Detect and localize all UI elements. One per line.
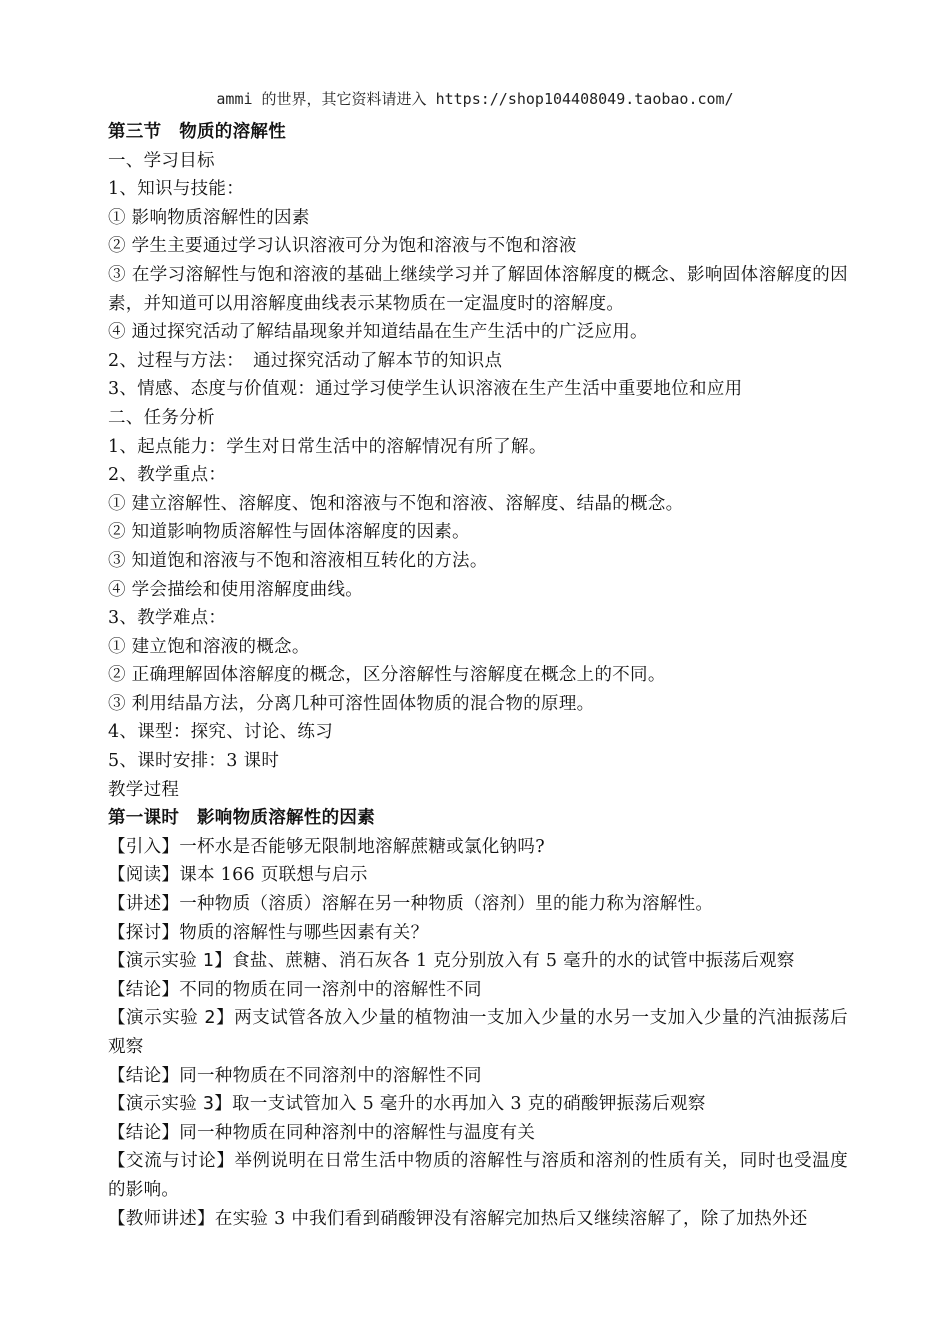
difficult-point-item: ③ 利用结晶方法，分离几种可溶性固体物质的混合物的原理。 (108, 693, 595, 714)
lesson-step (108, 1147, 848, 1204)
lesson-hours: 5、课时安排：3 课时 (108, 751, 280, 772)
step-tag: 【结论】 (108, 1122, 180, 1143)
emotion-values: 3、情感、态度与价值观：通过学习使学生认识溶液在生产生活中重要地位和应用 (108, 379, 743, 400)
step-text: 举例说明在日常生活中物质的溶解性与溶质和溶剂的性质有关，同时也受温度的影响。 (108, 1151, 848, 1200)
lesson-step (108, 919, 848, 948)
step-text: 两支试管各放入少量的植物油一支加入少量的水另一支加入少量的汽油振荡后观察 (108, 1008, 848, 1057)
lesson-step (108, 1119, 848, 1148)
knowledge-heading: 1、知识与技能： (108, 179, 245, 200)
step-tag: 【引入】 (108, 836, 180, 857)
step-tag: 【演示实验 2】 (108, 1008, 235, 1029)
step-tag: 【演示实验 1】 (108, 951, 233, 972)
starting-ability: 1、起点能力：学生对日常生活中的溶解情况有所了解。 (108, 436, 547, 457)
document-body (108, 118, 848, 1233)
objective-item: ③ 在学习溶解性与饱和溶液的基础上继续学习并了解固体溶解度的概念、影响固体溶解度的因素，并知道可以用溶解度曲线表示某物质在一定温度时的溶解度。 (108, 264, 848, 314)
difficult-points-heading: 3、教学难点： (108, 608, 227, 629)
page-header-watermark: ammi 的世界，其它资料请进入 https://shop104408049.taobao.com/ (216, 90, 734, 108)
objective-item: ② 学生主要通过学习认识溶液可分为饱和溶液与不饱和溶液 (108, 236, 577, 257)
step-tag: 【演示实验 3】 (108, 1094, 233, 1115)
step-tag: 【教师讲述】 (108, 1208, 215, 1229)
key-point-item: ② 知道影响物质溶解性与固体溶解度的因素。 (108, 522, 470, 543)
step-text: 同一种物质在不同溶剂中的溶解性不同 (179, 1065, 482, 1086)
step-text: 在实验 3 中我们看到硝酸钾没有溶解完加热后又继续溶解了，除了加热外还 (214, 1208, 808, 1229)
step-text: 食盐、蔗糖、消石灰各 1 克分别放入有 5 毫升的水的试管中振荡后观察 (232, 951, 795, 972)
lesson-step (108, 1004, 848, 1061)
teaching-process-heading: 教学过程 (108, 779, 180, 800)
analysis-heading: 二、任务分析 (108, 407, 215, 428)
objective-item: ① 影响物质溶解性的因素 (108, 207, 310, 228)
lesson-step (108, 1062, 848, 1091)
objectives-heading: 一、学习目标 (108, 150, 215, 171)
step-text: 取一支试管加入 5 毫升的水再加入 3 克的硝酸钾振荡后观察 (232, 1094, 706, 1115)
process-method: 2、过程与方法： 通过探究活动了解本节的知识点 (108, 350, 503, 371)
step-tag: 【结论】 (108, 1065, 180, 1086)
step-tag: 【交流与讨论】 (108, 1151, 235, 1172)
key-point-item: ③ 知道饱和溶液与不饱和溶液相互转化的方法。 (108, 550, 488, 571)
lesson1-heading: 第一课时 影响物质溶解性的因素 (108, 808, 375, 829)
lesson-type: 4、课型：探究、讨论、练习 (108, 722, 334, 743)
difficult-point-item: ② 正确理解固体溶解度的概念，区分溶解性与溶解度在概念上的不同。 (108, 665, 666, 686)
lesson-step (108, 890, 848, 919)
step-text: 一种物质（溶质）溶解在另一种物质（溶剂）里的能力称为溶解性。 (179, 894, 714, 915)
step-text: 不同的物质在同一溶剂中的溶解性不同 (179, 979, 482, 1000)
step-text: 一杯水是否能够无限制地溶解蔗糖或氯化钠吗? (179, 836, 545, 857)
step-tag: 【探讨】 (108, 922, 180, 943)
lesson-step (108, 1205, 848, 1234)
step-tag: 【阅读】 (108, 865, 180, 886)
objective-item: ④ 通过探究活动了解结晶现象并知道结晶在生产生活中的广泛应用。 (108, 322, 648, 343)
key-point-item: ④ 学会描绘和使用溶解度曲线。 (108, 579, 364, 600)
step-tag: 【讲述】 (108, 894, 180, 915)
section-title: 第三节 物质的溶解性 (108, 122, 286, 142)
key-point-item: ① 建立溶解性、溶解度、饱和溶液与不饱和溶液、溶解度、结晶的概念。 (108, 493, 684, 514)
lesson-step (108, 976, 848, 1005)
step-text: 同一种物质在同种溶剂中的溶解性与温度有关 (179, 1122, 536, 1143)
lesson-step (108, 833, 848, 862)
lesson-step (108, 861, 848, 890)
step-text: 课本 166 页联想与启示 (179, 865, 368, 886)
key-points-heading: 2、教学重点： (108, 465, 227, 486)
difficult-point-item: ① 建立饱和溶液的概念。 (108, 636, 310, 657)
lesson-step (108, 947, 848, 976)
lesson-step (108, 1090, 848, 1119)
step-tag: 【结论】 (108, 979, 180, 1000)
step-text: 物质的溶解性与哪些因素有关？ (179, 922, 429, 943)
